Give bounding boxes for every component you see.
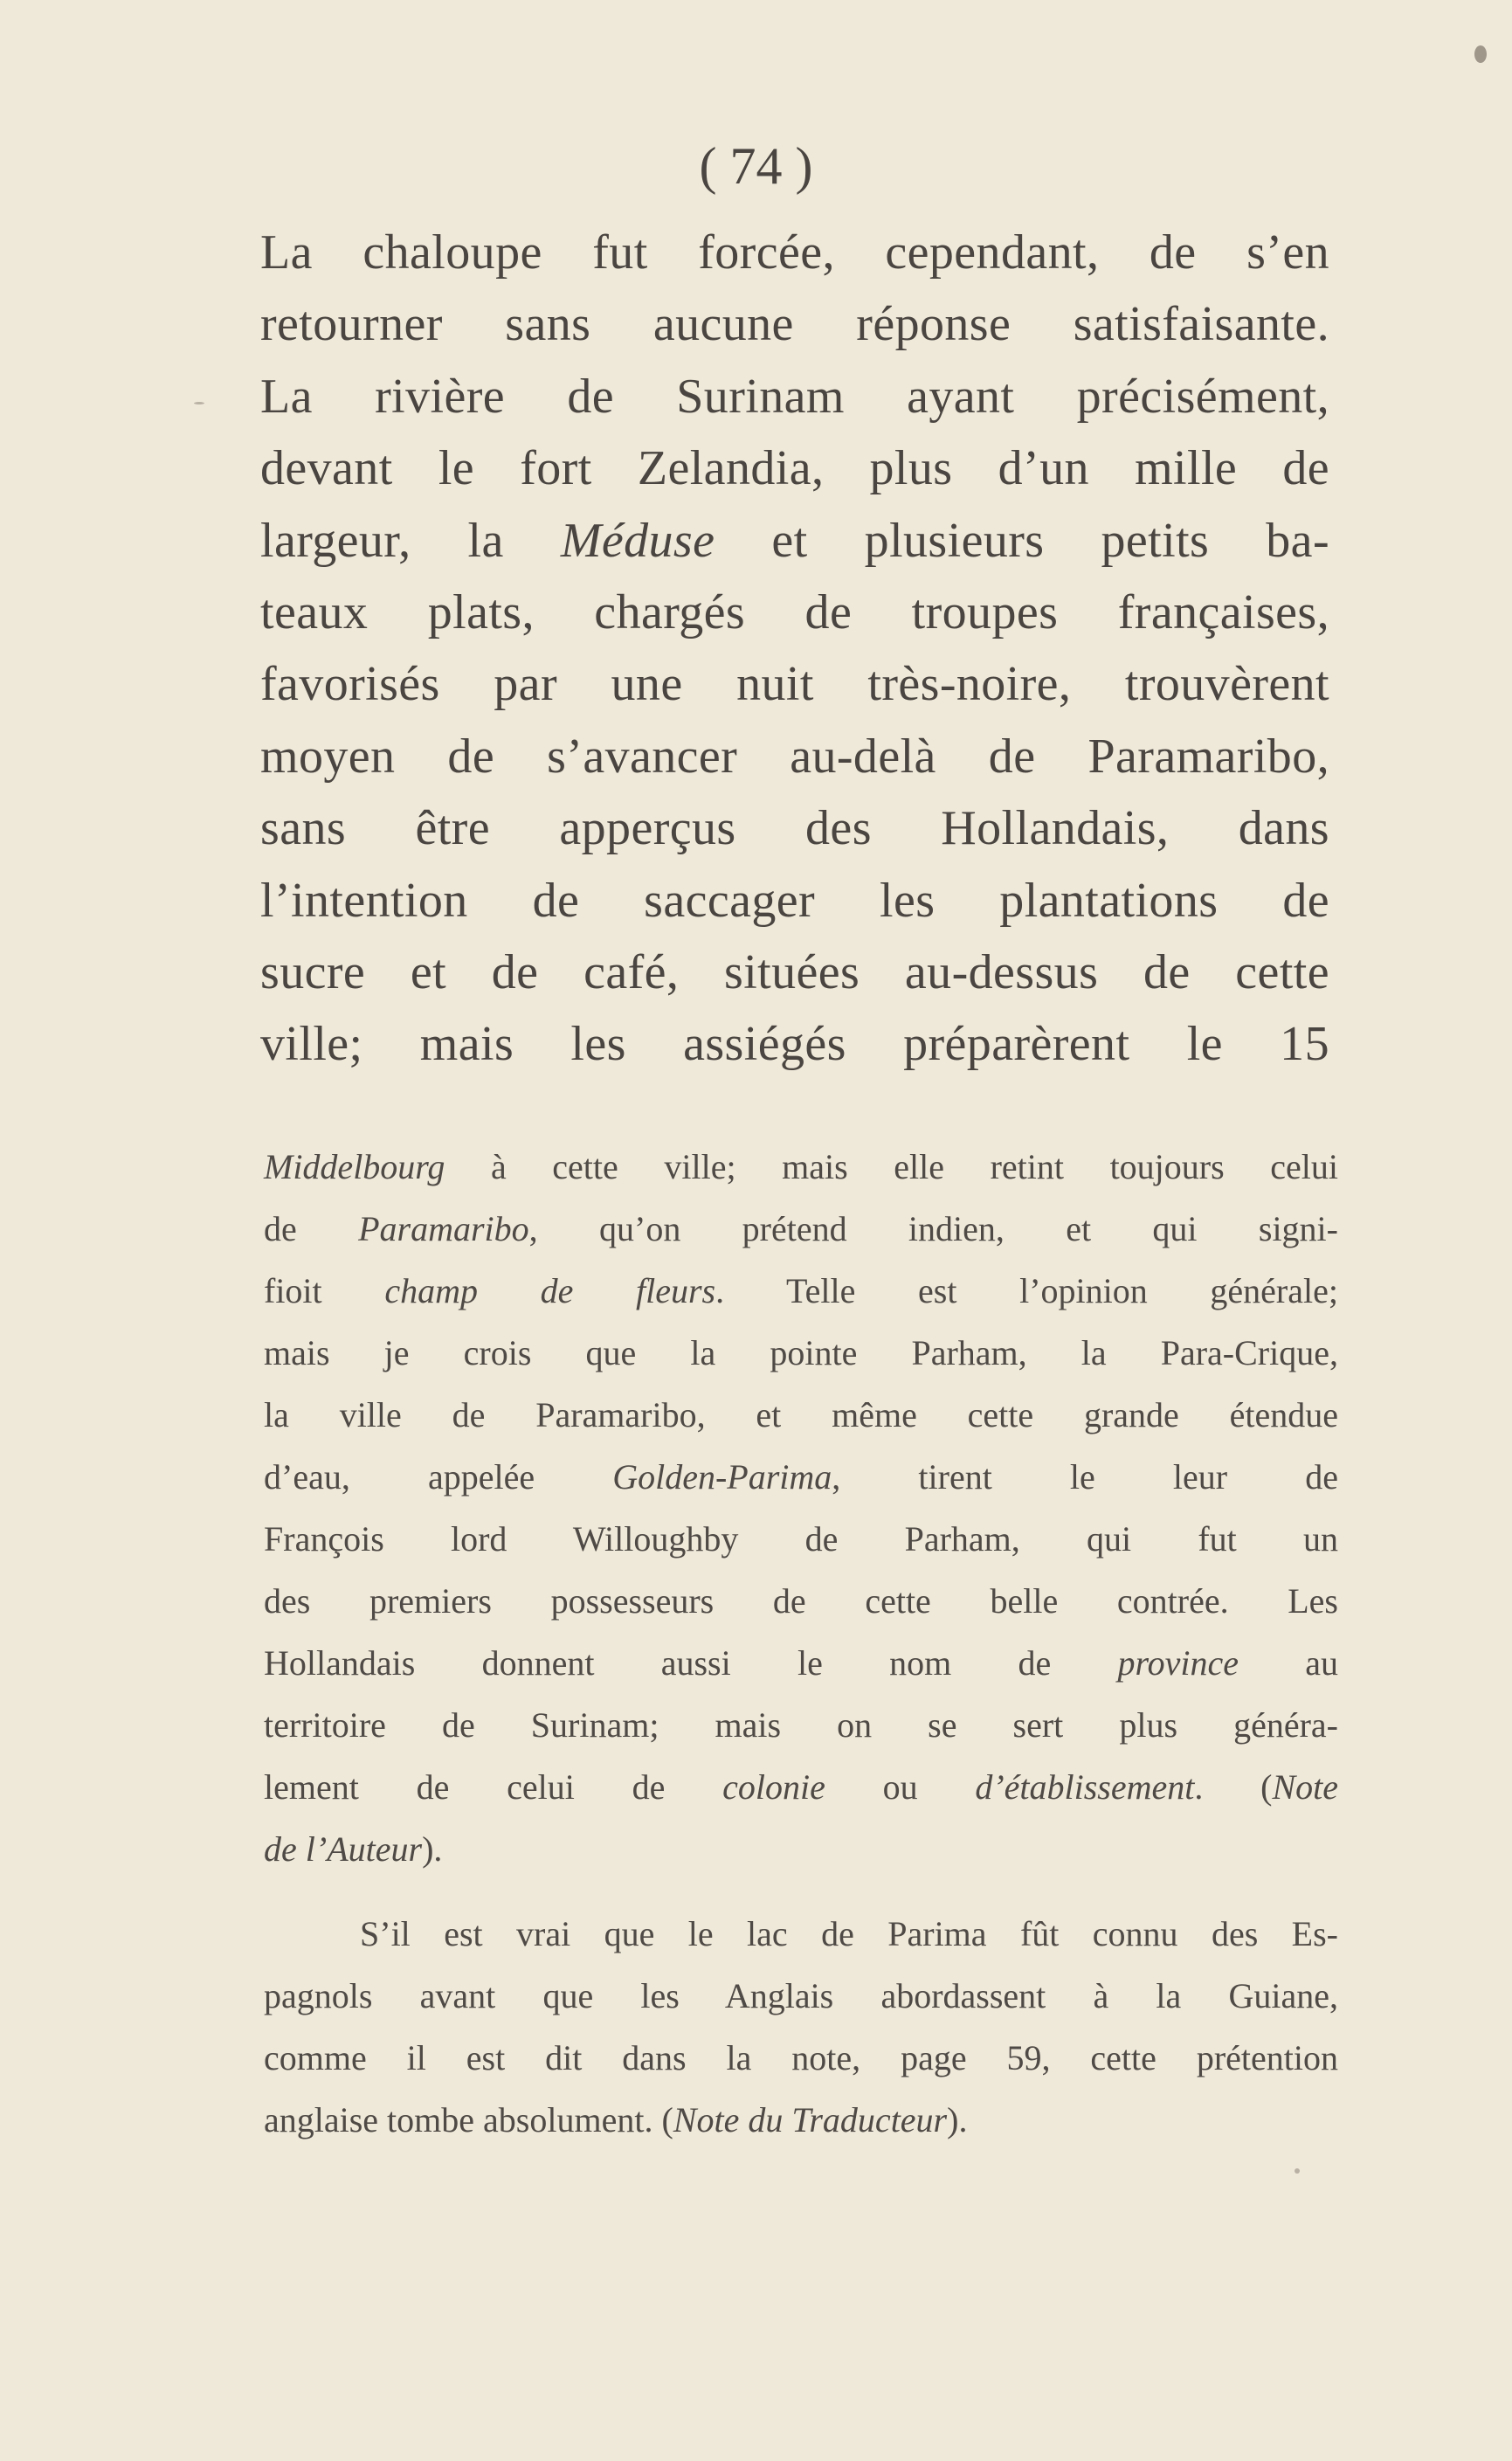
paper-speck	[1474, 45, 1487, 63]
footnote-line: lement de celui de colonie ou d’établissement. (Note	[264, 1767, 1339, 1807]
main-text-line: favorisés par une nuit très-noire, trouvèrent	[260, 657, 1329, 712]
main-text-line: sans être apperçus des Hollandais, dans	[260, 801, 1329, 856]
footnote-line: Hollandais donnent aussi le nom de province au	[264, 1643, 1338, 1683]
footnote-line: fioit champ de fleurs. Telle est l’opinion générale;	[264, 1271, 1338, 1310]
footnote-line: de l’Auteur).	[264, 1829, 443, 1869]
footnote-line: S’il est vrai que le lac de Parima fût connu des Es-	[360, 1914, 1338, 1953]
paper-speck	[194, 402, 204, 404]
footnote-line: de Paramaribo, qu’on prétend indien, et qui signi-	[264, 1209, 1338, 1248]
main-text-line: ville; mais les assiégés préparèrent le 15	[260, 1017, 1329, 1072]
main-text-line: La chaloupe fut forcée, cependant, de s’en	[260, 225, 1329, 280]
footnote-line: mais je crois que la pointe Parham, la Para-Crique,	[264, 1333, 1338, 1372]
page-number: ( 74 )	[699, 137, 813, 195]
footnote-line: comme il est dit dans la note, page 59, cette prétention	[264, 2038, 1338, 2077]
main-text-line: sucre et de café, situées au-dessus de cette	[260, 944, 1329, 999]
footnote-line: la ville de Paramaribo, et même cette grande étendue	[264, 1395, 1338, 1434]
footnote-translator	[264, 1903, 1338, 2151]
footnote-line: pagnols avant que les Anglais abordassent à la Guiane,	[264, 1976, 1338, 2015]
paper-speck	[1295, 2168, 1300, 2174]
main-text-line: devant le fort Zelandia, plus d’un mille de	[260, 441, 1329, 496]
footnote-line: François lord Willoughby de Parham, qui fut un	[264, 1519, 1338, 1559]
main-text	[260, 217, 1329, 1081]
footnote-line: anglaise tombe absolument. (Note du Traducteur).	[264, 2100, 968, 2140]
main-text-line: La rivière de Surinam ayant précisément,	[260, 369, 1329, 424]
main-text-line: largeur, la Méduse et plusieurs petits ba-	[260, 513, 1329, 568]
footnote-line: d’eau, appelée Golden-Parima, tirent le leur de	[264, 1457, 1338, 1497]
main-text-line: l’intention de saccager les plantations de	[260, 873, 1329, 928]
footnote-line: territoire de Surinam; mais on se sert plus généra-	[264, 1705, 1338, 1745]
footnote-line: des premiers possesseurs de cette belle contrée. Les	[264, 1581, 1338, 1621]
footnote-line: Middelbourg à cette ville; mais elle retint toujours celui	[264, 1147, 1338, 1186]
main-text-line: retourner sans aucune réponse satisfaisante.	[260, 297, 1329, 352]
main-text-line: teaux plats, chargés de troupes françaises,	[260, 584, 1329, 639]
footnotes	[264, 1136, 1338, 2151]
footnote-author	[264, 1136, 1338, 1880]
main-text-line: moyen de s’avancer au-delà de Paramaribo,	[260, 729, 1329, 784]
ship-name: Méduse	[560, 513, 715, 568]
